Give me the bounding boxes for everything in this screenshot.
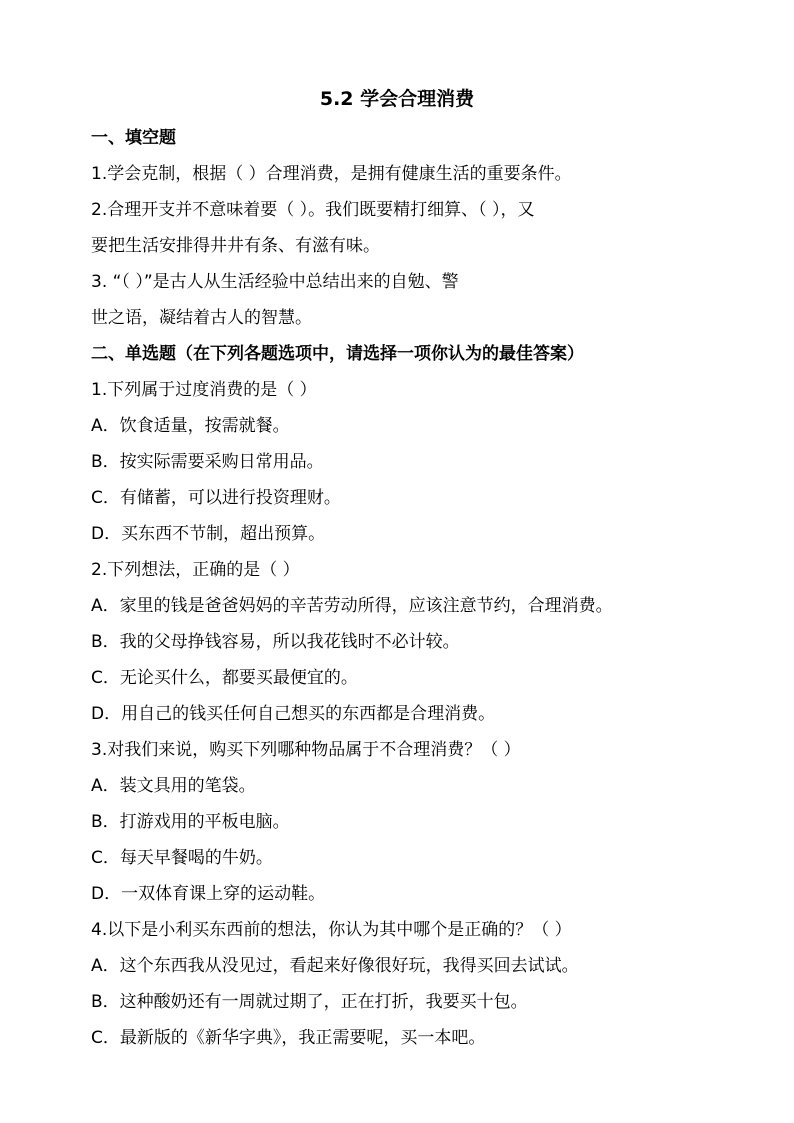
option: C．有储蓄，可以进行投资理财。: [91, 488, 341, 508]
worksheet-content: [91, 120, 711, 1056]
option: B．这种酸奶还有一周就过期了，正在打折，我要买十包。: [91, 992, 528, 1012]
section-heading-single-choice: 二、单选题（在下列各题选项中，请选择一项你认为的最佳答案）: [91, 344, 584, 364]
option: D．一双体育课上穿的运动鞋。: [91, 884, 326, 904]
section-heading-fill-blank: 一、填空题: [91, 128, 176, 148]
fill-blank-q1: 1.学会克制，根据（ ）合理消费，是拥有健康生活的重要条件。: [91, 164, 572, 184]
option: D．买东西不节制，超出预算。: [91, 524, 326, 544]
fill-blank-q2-line2: 要把生活安排得井井有条、有滋有味。: [91, 236, 380, 256]
option: A．家里的钱是爸爸妈妈的辛苦劳动所得，应该注意节约，合理消费。: [91, 596, 613, 616]
option: B．打游戏用的平板电脑。: [91, 812, 290, 832]
fill-blank-q2-line1: 2.合理开支并不意味着要（ ）。我们既要精打细算、（ ），又: [91, 200, 535, 220]
fill-blank-q3-line2: 世之语，凝结着古人的智慧。: [91, 308, 312, 328]
option: C．最新版的《新华字典》，我正需要呢，买一本吧。: [91, 1028, 486, 1048]
option: C．每天早餐喝的牛奶。: [91, 848, 273, 868]
question-stem: 1.下列属于过度消费的是（ ）: [91, 380, 317, 400]
option: B．我的父母挣钱容易，所以我花钱时不必计较。: [91, 632, 460, 652]
question-stem: 3.对我们来说，购买下列哪种物品属于不合理消费？（ ）: [91, 740, 521, 760]
fill-blank-q3-line1: 3. “（ ）”是古人从生活经验中总结出来的自勉、警: [91, 272, 459, 292]
option: A．装文具用的笔袋。: [91, 776, 256, 796]
question-stem: 4.以下是小利买东西前的想法，你认为其中哪个是正确的？（ ）: [91, 920, 572, 940]
option: B．按实际需要采购日常用品。: [91, 452, 324, 472]
option: A．这个东西我从没见过，看起来好像很好玩，我得买回去试试。: [91, 956, 579, 976]
page-title: 5.2 学会合理消费: [319, 88, 475, 110]
question-stem: 2.下列想法，正确的是（ ）: [91, 560, 300, 580]
option: A．饮食适量，按需就餐。: [91, 416, 290, 436]
option: D．用自己的钱买任何自己想买的东西都是合理消费。: [91, 704, 496, 724]
option: C．无论买什么，都要买最便宜的。: [91, 668, 358, 688]
